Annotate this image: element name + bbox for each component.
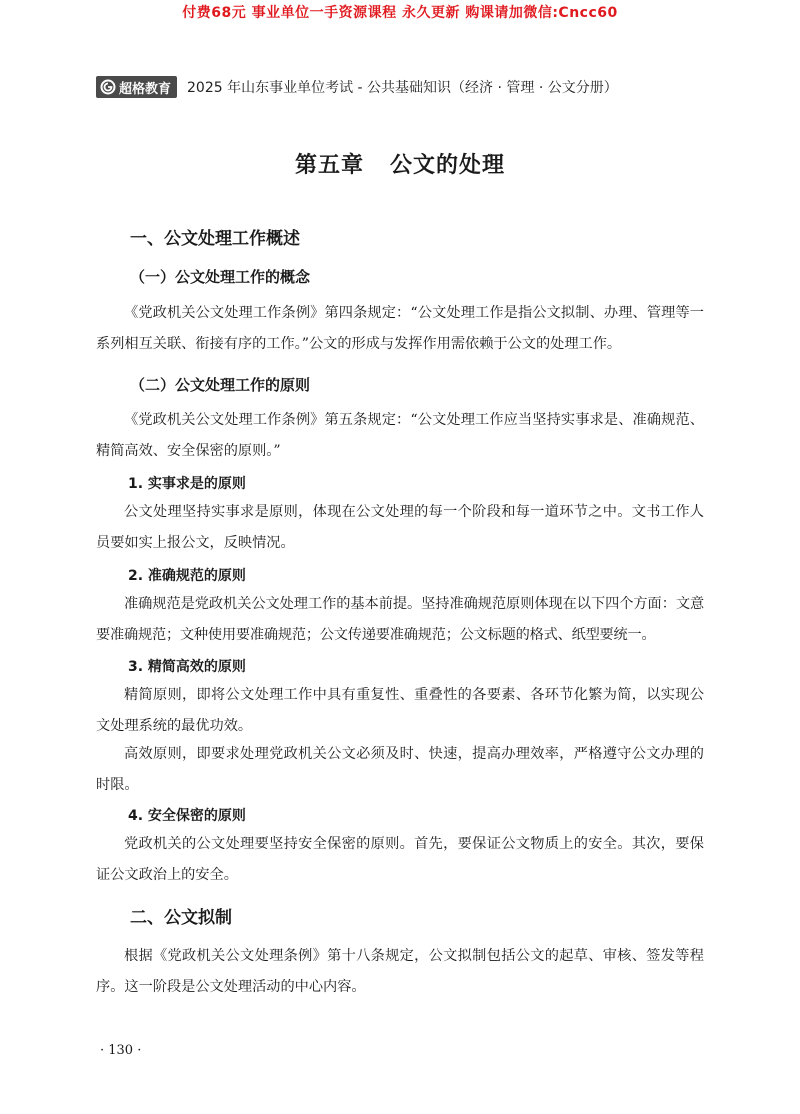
header-title: 2025 年山东事业单位考试 - 公共基础知识（经济 · 管理 · 公文分册）	[187, 80, 618, 96]
subsection-heading-1-2: （二）公文处理工作的原则	[130, 376, 311, 394]
running-header	[96, 76, 618, 98]
paragraph-principle-3b: 高效原则，即要求处理党政机关公文必须及时、快速，提高办理效率，严格遵守公文办理的时限。	[96, 746, 704, 793]
principle-heading-4: 4. 安全保密的原则	[128, 808, 246, 824]
paragraph-1-2: 《党政机关公文处理工作条例》第五条规定：“公文处理工作应当坚持实事求是、准确规范、精简高效、安全保密的原则。”	[96, 412, 704, 459]
section-heading-2: 二、公文拟制	[130, 908, 232, 928]
paragraph-principle-4: 党政机关的公文处理要坚持安全保密的原则。首先，要保证公文物质上的安全。其次，要保证公文政治上的安全。	[96, 836, 704, 883]
principle-heading-2: 2. 准确规范的原则	[128, 568, 246, 584]
subsection-heading-1-1: （一）公文处理工作的概念	[130, 268, 311, 286]
chapter-title: 公文的处理	[390, 152, 506, 178]
paragraph-principle-1: 公文处理坚持实事求是原则，体现在公文处理的每一个阶段和每一道环节之中。文书工作人员要如实上报公文，反映情况。	[96, 504, 704, 551]
section-heading-1: 一、公文处理工作概述	[130, 229, 300, 249]
promo-banner: 付费68元 事业单位一手资源课程 永久更新 购课请加微信:Cncc60	[182, 5, 618, 21]
paragraph-2: 根据《党政机关公文处理条例》第十八条规定，公文拟制包括公文的起草、审核、签发等程序。这一阶段是公文处理活动的中心内容。	[96, 948, 704, 995]
chapter-heading	[0, 148, 800, 179]
paragraph-principle-2: 准确规范是党政机关公文处理工作的基本前提。坚持准确规范原则体现在以下四个方面：文意要准确规范；文种使用要准确规范；公文传递要准确规范；公文标题的格式、纸型要统一。	[96, 596, 704, 643]
principle-heading-1: 1. 实事求是的原则	[128, 476, 246, 492]
logo-mark-icon	[100, 79, 116, 95]
principle-heading-3: 3. 精简高效的原则	[128, 659, 246, 675]
paragraph-1-1: 《党政机关公文处理工作条例》第四条规定：“公文处理工作是指公文拟制、办理、管理等一系列相互关联、衔接有序的工作。”公文的形成与发挥作用需依赖于公文的处理工作。	[96, 305, 704, 352]
paragraph-principle-3a: 精简原则，即将公文处理工作中具有重复性、重叠性的各要素、各环节化繁为简，以实现公文处理系统的最优功效。	[96, 687, 704, 734]
publisher-logo	[96, 76, 177, 98]
logo-text: 超格教育	[119, 81, 172, 97]
chapter-number: 第五章	[294, 152, 364, 178]
page-number: · 130 ·	[100, 1043, 142, 1058]
